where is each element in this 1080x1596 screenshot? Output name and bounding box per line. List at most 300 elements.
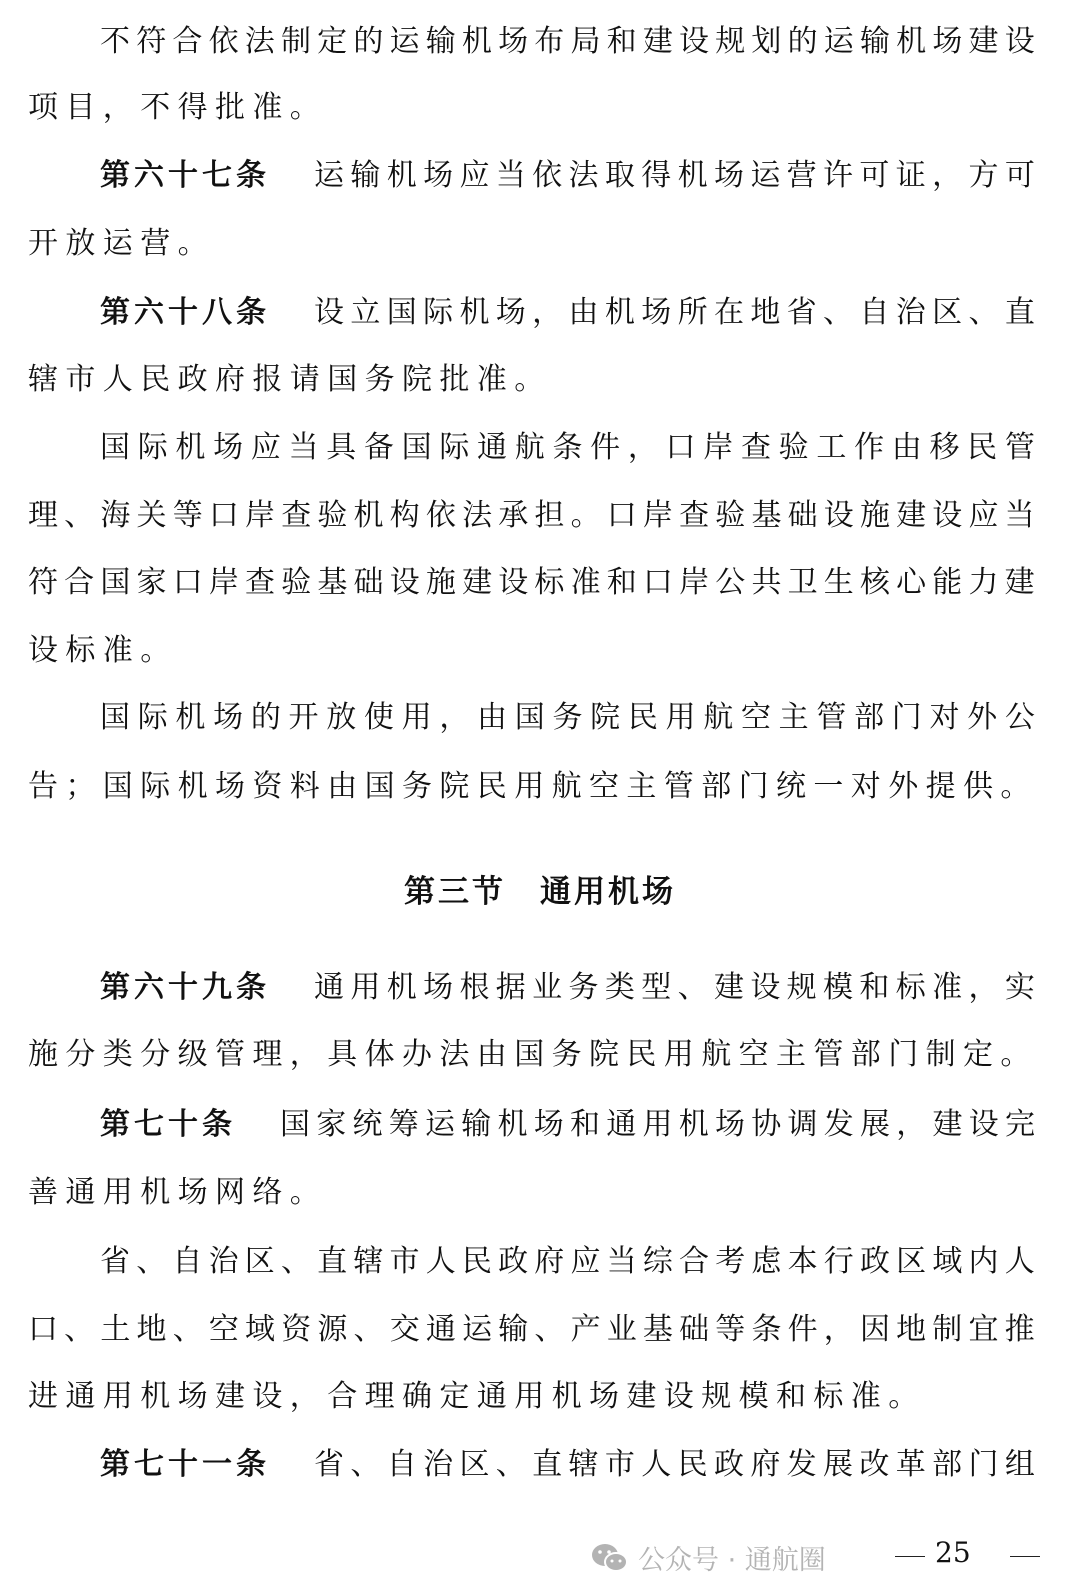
char: 、 xyxy=(534,1312,565,1347)
char: 区 xyxy=(896,1244,927,1279)
char: 应 xyxy=(250,430,281,465)
char: 场 xyxy=(423,970,454,1005)
text-line xyxy=(100,293,1035,333)
char: 地 xyxy=(136,1312,167,1347)
char: 机 xyxy=(461,24,492,59)
line-text xyxy=(28,1310,1035,1350)
char: 运 xyxy=(462,1312,493,1347)
char: 机 xyxy=(353,498,384,533)
char: 、 xyxy=(64,1312,95,1347)
char: 布 xyxy=(534,24,565,59)
char: 民 xyxy=(677,1447,708,1482)
char: 场 xyxy=(495,295,526,330)
char: 符 xyxy=(28,565,58,600)
char: 场 xyxy=(932,24,963,59)
char: 、 xyxy=(968,295,999,330)
char: 设 xyxy=(750,970,781,1005)
char: 符 xyxy=(136,24,167,59)
article-label: 第七十一条 xyxy=(100,1447,270,1482)
article-label: 第七十条 xyxy=(100,1107,236,1142)
char: 类 xyxy=(604,970,635,1005)
line-text: 进通用机场建设，合理确定通用机场建设规模和标准。 xyxy=(28,1379,926,1414)
char: 建 xyxy=(932,1107,963,1142)
char: 府 xyxy=(534,1244,565,1279)
line-text xyxy=(100,22,1035,62)
char: 运 xyxy=(314,158,344,193)
char: 治 xyxy=(423,1447,454,1482)
char: 证 xyxy=(895,158,926,193)
char: 基 xyxy=(642,1312,673,1347)
char: 依 xyxy=(208,24,239,59)
char: 国 xyxy=(280,1107,310,1142)
char: 输 xyxy=(425,24,456,59)
char: 场 xyxy=(213,700,244,735)
char: 作 xyxy=(854,430,885,465)
char: 建 xyxy=(642,24,673,59)
char: 、 xyxy=(136,1244,167,1279)
char: 口 xyxy=(642,565,673,600)
char: 通 xyxy=(425,1312,456,1347)
char: 筹 xyxy=(388,1107,419,1142)
char: 资 xyxy=(281,1312,312,1347)
char: 场 xyxy=(713,158,744,193)
line-text xyxy=(100,1242,1035,1282)
char: 航 xyxy=(514,430,545,465)
char: 合 xyxy=(679,1244,709,1279)
char: 基 xyxy=(317,565,348,600)
char: 和 xyxy=(606,565,637,600)
char: 划 xyxy=(751,24,782,59)
char: 、 xyxy=(280,1244,311,1279)
text-line xyxy=(100,1242,1035,1282)
text-line xyxy=(100,1105,1035,1145)
char: 际 xyxy=(423,295,454,330)
char: 关 xyxy=(136,498,167,533)
char: 市 xyxy=(389,1244,420,1279)
char: 口 xyxy=(208,498,239,533)
line-text xyxy=(280,1105,1035,1145)
line-text xyxy=(314,293,1035,333)
char: 对 xyxy=(929,700,960,735)
line-text: 设标准。 xyxy=(28,633,178,668)
line-text xyxy=(100,698,1035,738)
char: 施 xyxy=(859,498,890,533)
char: 条 xyxy=(552,430,583,465)
page-number: 25 xyxy=(935,1536,971,1569)
char: 发 xyxy=(786,1447,817,1482)
char: 准 xyxy=(932,970,963,1005)
char: 口 xyxy=(606,498,637,533)
char: 岸 xyxy=(679,565,710,600)
char: 家 xyxy=(136,565,167,600)
char: 组 xyxy=(1004,1447,1035,1482)
char: 。 xyxy=(570,498,601,533)
char: 用 xyxy=(642,1107,673,1142)
char: 输 xyxy=(350,158,381,193)
char: 和 xyxy=(570,1107,600,1142)
char: 法 xyxy=(462,498,493,533)
char: 场 xyxy=(641,295,672,330)
text-line xyxy=(28,1173,1035,1213)
char: 公 xyxy=(1004,700,1035,735)
char: 管 xyxy=(816,700,847,735)
char: 综 xyxy=(642,1244,673,1279)
char: 场 xyxy=(715,1107,745,1142)
text-line xyxy=(100,968,1035,1008)
char: 条 xyxy=(751,1312,782,1347)
line-text xyxy=(28,496,1035,536)
char: ， xyxy=(968,970,999,1005)
char: 国 xyxy=(100,430,130,465)
char: 机 xyxy=(386,158,417,193)
char: 区 xyxy=(932,295,963,330)
char: 法 xyxy=(244,24,275,59)
char: 定 xyxy=(317,24,348,59)
text-line xyxy=(28,496,1035,536)
char: 区 xyxy=(244,1244,275,1279)
char: 等 xyxy=(172,498,203,533)
char: 模 xyxy=(823,970,854,1005)
page-number-dash-left xyxy=(895,1556,925,1557)
line-text: 开放运营。 xyxy=(28,226,215,261)
char: 省 xyxy=(314,1447,344,1482)
char: 国 xyxy=(100,700,130,735)
char: 准 xyxy=(570,565,601,600)
text-line xyxy=(100,22,1035,62)
char: 运 xyxy=(750,158,781,193)
line-text xyxy=(100,428,1035,468)
char: 革 xyxy=(895,1447,926,1482)
char: 展 xyxy=(823,1447,854,1482)
char: 营 xyxy=(786,158,817,193)
char: ， xyxy=(627,430,658,465)
char: 政 xyxy=(713,1447,744,1482)
char: 口 xyxy=(665,430,696,465)
char: 型 xyxy=(641,970,672,1005)
char: 业 xyxy=(606,1312,637,1347)
char: 府 xyxy=(750,1447,781,1482)
char: 直 xyxy=(1004,295,1035,330)
char: 辖 xyxy=(568,1447,599,1482)
char: 应 xyxy=(459,158,490,193)
char: 机 xyxy=(678,1107,709,1142)
char: 方 xyxy=(968,158,999,193)
char: 地 xyxy=(750,295,781,330)
char: 岸 xyxy=(208,565,239,600)
char: 政 xyxy=(498,1244,529,1279)
char: 合 xyxy=(172,24,203,59)
text-line xyxy=(28,631,1035,671)
char: 机 xyxy=(386,970,417,1005)
char: 共 xyxy=(751,565,782,600)
char: 可 xyxy=(1004,158,1035,193)
char: 机 xyxy=(896,24,927,59)
char: 家 xyxy=(316,1107,347,1142)
char: 主 xyxy=(778,700,809,735)
char: 所 xyxy=(677,295,708,330)
char: 查 xyxy=(281,498,312,533)
char: 际 xyxy=(439,430,470,465)
char: 运 xyxy=(425,1107,455,1142)
char: 设 xyxy=(968,1107,999,1142)
char: 国 xyxy=(401,430,432,465)
char: 能 xyxy=(932,565,963,600)
text-line xyxy=(100,1445,1035,1485)
char: 的 xyxy=(353,24,384,59)
char: 际 xyxy=(137,700,168,735)
char: 局 xyxy=(570,24,601,59)
char: 通 xyxy=(477,430,508,465)
text-line xyxy=(28,1035,1038,1075)
article-label: 第六十八条 xyxy=(100,295,270,330)
char: 规 xyxy=(715,24,746,59)
char: 的 xyxy=(250,700,281,735)
char: 院 xyxy=(590,700,621,735)
char: 机 xyxy=(677,158,708,193)
char: 生 xyxy=(823,565,854,600)
char: 交 xyxy=(389,1312,420,1347)
char: 协 xyxy=(751,1107,782,1142)
char: 、 xyxy=(495,1447,526,1482)
char: 务 xyxy=(552,700,583,735)
char: 航 xyxy=(703,700,734,735)
char: 通 xyxy=(606,1107,637,1142)
char: 制 xyxy=(932,1312,963,1347)
char: 构 xyxy=(389,498,420,533)
char: 口 xyxy=(28,1312,58,1347)
char: 合 xyxy=(64,565,95,600)
text-line xyxy=(100,156,1035,196)
char: 直 xyxy=(317,1244,348,1279)
char: 当 xyxy=(495,158,526,193)
char: 在 xyxy=(713,295,744,330)
char: 施 xyxy=(425,565,456,600)
text-line xyxy=(100,698,1035,738)
char: 国 xyxy=(386,295,417,330)
char: 验 xyxy=(778,430,809,465)
char: 直 xyxy=(532,1447,563,1482)
char: 规 xyxy=(786,970,817,1005)
char: 的 xyxy=(787,24,818,59)
text-line xyxy=(100,428,1035,468)
char: 验 xyxy=(281,565,312,600)
char: 制 xyxy=(280,24,311,59)
char: 、 xyxy=(172,1312,203,1347)
char: 和 xyxy=(606,24,637,59)
char: 政 xyxy=(859,1244,890,1279)
char: 开 xyxy=(288,700,319,735)
char: 完 xyxy=(1005,1107,1035,1142)
char: 、 xyxy=(350,1447,381,1482)
char: 设 xyxy=(679,24,709,59)
char: 依 xyxy=(425,498,456,533)
char: 国 xyxy=(100,565,131,600)
char: 理 xyxy=(28,498,58,533)
char: 机 xyxy=(497,1107,528,1142)
line-text: 告；国际机场资料由国务院民用航空主管部门统一对外提供。 xyxy=(28,769,1038,804)
char: 机 xyxy=(175,700,206,735)
char: ， xyxy=(439,700,470,735)
char: 不 xyxy=(100,24,130,59)
section-heading: 第三节 通用机场 xyxy=(404,874,676,910)
char: 设 xyxy=(498,565,529,600)
char: 由 xyxy=(891,430,922,465)
char: 由 xyxy=(568,295,599,330)
char: 设 xyxy=(932,498,963,533)
char: 输 xyxy=(498,1312,529,1347)
char: 建 xyxy=(896,498,927,533)
char: 推 xyxy=(1004,1312,1035,1347)
char: 际 xyxy=(137,430,168,465)
text-line xyxy=(28,360,1035,400)
char: 部 xyxy=(932,1447,963,1482)
char: 宜 xyxy=(968,1312,999,1347)
char: 心 xyxy=(896,565,927,600)
char: 放 xyxy=(326,700,357,735)
char: ， xyxy=(532,295,563,330)
char: 输 xyxy=(461,1107,492,1142)
char: 治 xyxy=(208,1244,239,1279)
char: 当 xyxy=(606,1244,637,1279)
line-text xyxy=(314,1445,1035,1485)
line-text xyxy=(28,563,1035,603)
char: 由 xyxy=(477,700,508,735)
char: 海 xyxy=(100,498,131,533)
char: 通 xyxy=(314,970,344,1005)
char: 使 xyxy=(363,700,394,735)
char: 建 xyxy=(968,24,999,59)
char: 外 xyxy=(967,700,998,735)
line-text: 项目，不得批准。 xyxy=(28,90,328,125)
char: 域 xyxy=(932,1244,963,1279)
watermark xyxy=(590,1538,826,1577)
char: 区 xyxy=(459,1447,490,1482)
char: 门 xyxy=(968,1447,999,1482)
char: 辖 xyxy=(353,1244,384,1279)
char: 基 xyxy=(751,498,782,533)
char: 省 xyxy=(786,295,817,330)
char: 地 xyxy=(896,1312,927,1347)
char: 具 xyxy=(326,430,357,465)
char: 担 xyxy=(534,498,565,533)
char: 改 xyxy=(859,1447,890,1482)
char: 空 xyxy=(740,700,771,735)
char: 民 xyxy=(627,700,658,735)
char: 业 xyxy=(532,970,563,1005)
char: 可 xyxy=(859,158,890,193)
char: 内 xyxy=(968,1244,999,1279)
char: 场 xyxy=(423,158,454,193)
char: 件 xyxy=(787,1312,818,1347)
char: 设 xyxy=(314,295,344,330)
char: 空 xyxy=(208,1312,239,1347)
char: 承 xyxy=(498,498,529,533)
char: 考 xyxy=(715,1244,746,1279)
char: 行 xyxy=(823,1244,854,1279)
char: 立 xyxy=(350,295,381,330)
char: 发 xyxy=(823,1107,854,1142)
char: 当 xyxy=(288,430,319,465)
char: 机 xyxy=(604,295,635,330)
watermark-text: 公众号 · 通航圈 xyxy=(638,1545,826,1576)
char: 取 xyxy=(604,158,635,193)
text-line xyxy=(28,1310,1035,1350)
char: 因 xyxy=(859,1312,890,1347)
char: 民 xyxy=(461,1244,492,1279)
char: 查 xyxy=(245,565,276,600)
char: 件 xyxy=(590,430,621,465)
page-number-dash-right xyxy=(1010,1556,1040,1557)
char: ， xyxy=(896,1107,927,1142)
char: 场 xyxy=(498,24,529,59)
char: 用 xyxy=(401,700,432,735)
char: 依 xyxy=(532,158,563,193)
char: 民 xyxy=(967,430,998,465)
char: 口 xyxy=(172,565,203,600)
char: 岸 xyxy=(245,498,276,533)
char: 调 xyxy=(787,1107,818,1142)
char: 用 xyxy=(350,970,381,1005)
char: 治 xyxy=(895,295,926,330)
char: 岸 xyxy=(642,498,673,533)
char: 移 xyxy=(929,430,960,465)
char: 展 xyxy=(860,1107,890,1142)
line-text: 施分类分级管理，具体办法由国务院民用航空主管部门制定。 xyxy=(28,1037,1038,1072)
char: 工 xyxy=(816,430,847,465)
char: 机 xyxy=(459,295,490,330)
char: 虑 xyxy=(751,1244,782,1279)
char: 务 xyxy=(568,970,599,1005)
char: 卫 xyxy=(787,565,818,600)
char: 机 xyxy=(175,430,206,465)
article-label: 第六十九条 xyxy=(100,970,270,1005)
char: 输 xyxy=(859,24,890,59)
char: 运 xyxy=(389,24,420,59)
char: 场 xyxy=(533,1107,564,1142)
char: 备 xyxy=(363,430,394,465)
char: 运 xyxy=(823,24,854,59)
char: 核 xyxy=(859,565,890,600)
article-label: 第六十七条 xyxy=(100,158,270,193)
char: 场 xyxy=(213,430,244,465)
char: 等 xyxy=(715,1312,746,1347)
line-text xyxy=(314,968,1035,1008)
char: 查 xyxy=(740,430,771,465)
char: 应 xyxy=(570,1244,601,1279)
text-line xyxy=(28,1377,1035,1417)
char: 法 xyxy=(568,158,599,193)
char: 公 xyxy=(715,565,746,600)
line-text xyxy=(314,156,1035,196)
char: 设 xyxy=(823,498,854,533)
char: 础 xyxy=(353,565,384,600)
char: 当 xyxy=(1004,498,1035,533)
char: 、 xyxy=(823,295,854,330)
char: 和 xyxy=(859,970,890,1005)
char: 许 xyxy=(823,158,854,193)
text-line xyxy=(28,563,1035,603)
char: 据 xyxy=(495,970,526,1005)
char: 、 xyxy=(64,498,95,533)
char: 土 xyxy=(100,1312,131,1347)
char: 管 xyxy=(1004,430,1035,465)
char: 人 xyxy=(641,1447,672,1482)
char: 应 xyxy=(968,498,999,533)
char: 自 xyxy=(859,295,890,330)
char: 础 xyxy=(787,498,818,533)
char: 根 xyxy=(459,970,490,1005)
char: 标 xyxy=(534,565,565,600)
